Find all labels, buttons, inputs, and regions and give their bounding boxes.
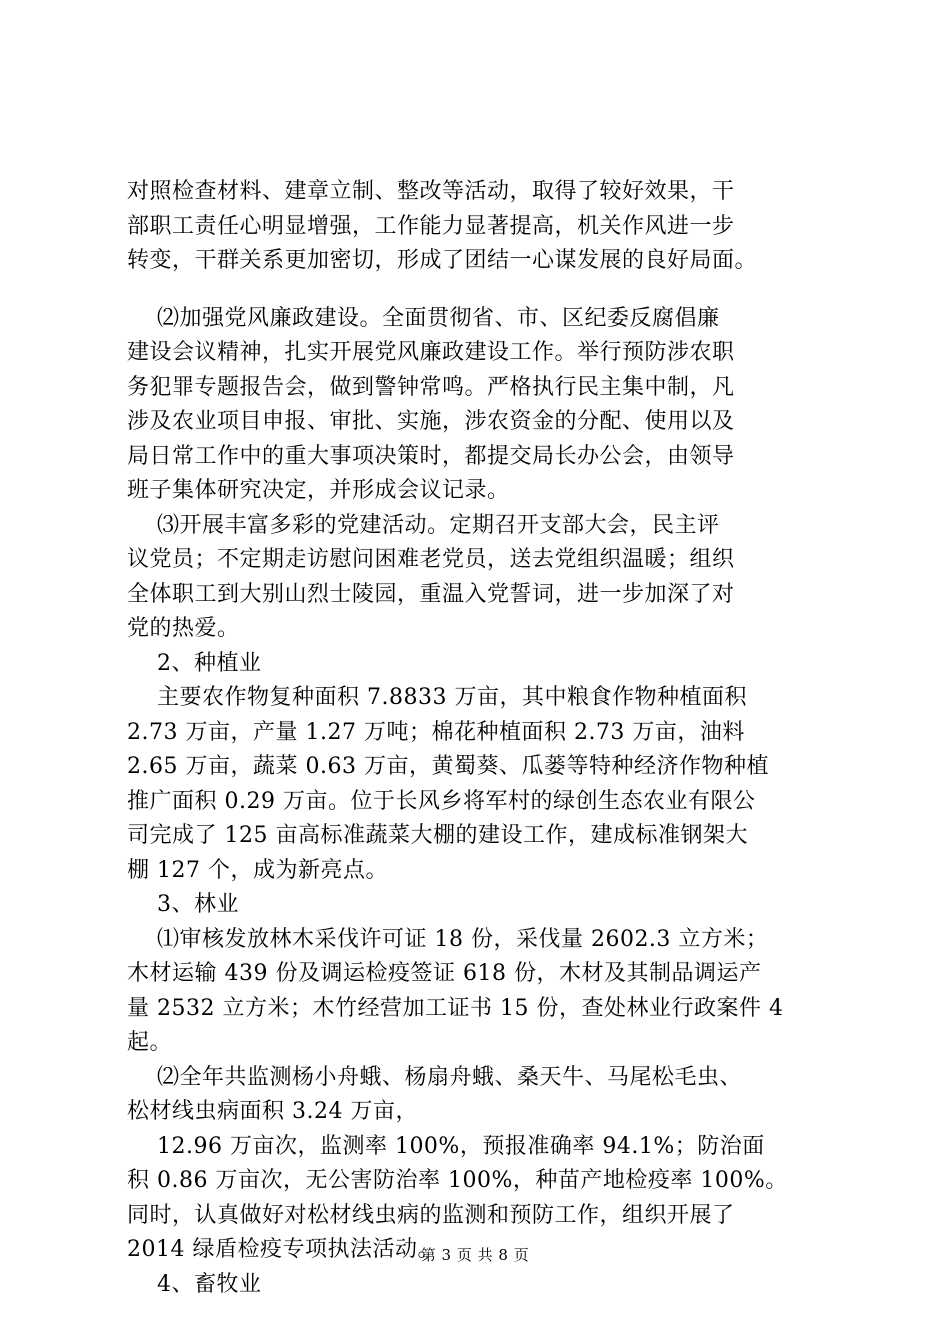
text-line: 木材运输 439 份及调运检疫签证 618 份，木材及其制品调运产 (127, 961, 762, 986)
text-line: 转变，干群关系更加密切，形成了团结一心谋发展的良好局面。 (127, 248, 758, 273)
text-line: ⑶开展丰富多彩的党建活动。定期召开支部大会，民主评 (127, 512, 720, 538)
text-line: 建设会议精神，扎实开展党风廉政建设工作。举行预防涉农职 (127, 340, 735, 365)
text-line: 务犯罪专题报告会，做到警钟常鸣。严格执行民主集中制，凡 (127, 374, 735, 400)
text-line: 起。 (127, 1030, 173, 1055)
page-footer (0, 1245, 950, 1265)
text-line: 对照检查材料、建章立制、整改等活动，取得了较好效果，干 (127, 179, 735, 204)
text-line: 量 2532 立方米；木竹经营加工证书 15 份，查处林业行政案件 4 (127, 995, 784, 1021)
text-line: 局日常工作中的重大事项决策时，都提交局长办公会，由领导 (127, 443, 735, 469)
text-line: 积 0.86 万亩次，无公害防治率 100%，种苗产地检疫率 100%。 (127, 1168, 788, 1193)
page-number-label: 第 3 页 共 8 页 (420, 1246, 530, 1264)
text-line: 全体职工到大别山烈士陵园，重温入党誓词，进一步加深了对 (127, 581, 735, 607)
section-heading: 4、畜牧业 (127, 1271, 262, 1297)
text-line: ⑵全年共监测杨小舟蛾、杨扇舟蛾、桑天牛、马尾松毛虫、 (127, 1064, 742, 1090)
text-line: 松材线虫病面积 3.24 万亩， (127, 1099, 418, 1124)
text-line: 议党员；不定期走访慰问困难老党员，送去党组织温暖；组织 (127, 547, 735, 572)
document-body (127, 175, 847, 1302)
paragraph-gap (127, 279, 847, 302)
text-line: 部职工责任心明显增强，工作能力显著提高，机关作风进一步 (127, 213, 735, 239)
text-line: ⑴审核发放林木采伐许可证 18 份，采伐量 2602.3 立方米； (127, 926, 769, 952)
text-line: 推广面积 0.29 万亩。位于长风乡将军村的绿创生态农业有限公 (127, 788, 756, 814)
text-line: 司完成了 125 亩高标准蔬菜大棚的建设工作，建成标准钢架大 (127, 823, 748, 848)
text-line: 2014 绿盾检疫专项执法活动。 (127, 1237, 440, 1262)
text-line: 班子集体研究决定，并形成会议记录。 (127, 478, 510, 503)
section-heading: 2、种植业 (127, 650, 262, 676)
text-line: 12.96 万亩次，监测率 100%，预报准确率 94.1%；防治面 (127, 1133, 765, 1159)
text-line: 主要农作物复种面积 7.8833 万亩，其中粮食作物种植面积 (127, 685, 747, 710)
text-line: 涉及农业项目申报、审批、实施，涉农资金的分配、使用以及 (127, 409, 735, 434)
text-line: 2.73 万亩，产量 1.27 万吨；棉花种植面积 2.73 万亩，油料 (127, 719, 745, 745)
section-heading: 3、林业 (127, 892, 239, 917)
text-line: 党的热爱。 (127, 616, 240, 641)
text-line: 同时，认真做好对松材线虫病的监测和预防工作，组织开展了 (127, 1202, 735, 1228)
text-line: 棚 127 个，成为新亮点。 (127, 857, 388, 883)
text-line: ⑵加强党风廉政建设。全面贯彻省、市、区纪委反腐倡廉 (127, 305, 720, 331)
text-line: 2.65 万亩，蔬菜 0.63 万亩，黄蜀葵、瓜蒌等特种经济作物种植 (127, 754, 769, 779)
